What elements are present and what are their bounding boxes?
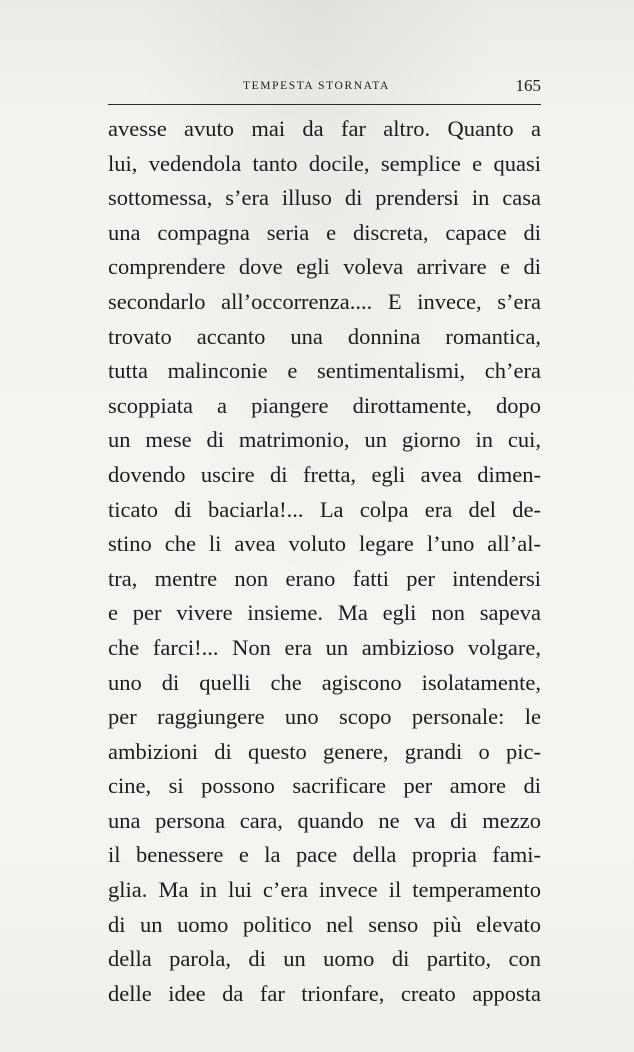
text-line: tra, mentre non erano fatti per intendersi bbox=[108, 565, 541, 591]
text-line: il benessere e la pace della propria fami- bbox=[108, 842, 541, 868]
text-line: che farci!... Non era un ambizioso volgare, bbox=[108, 634, 541, 660]
text-line: delle idee da far trionfare, creato apposta bbox=[108, 980, 541, 1006]
text-line: e per vivere insieme. Ma egli non sapeva bbox=[108, 600, 541, 626]
text-line: sottomessa, s’era illuso di prendersi in casa bbox=[108, 185, 541, 211]
text-line: per raggiungere uno scopo personale: le bbox=[108, 704, 541, 730]
text-line: secondarlo all’occorrenza.... E invece, s’era bbox=[108, 288, 541, 314]
body-text bbox=[108, 112, 541, 1011]
text-line: dovendo uscire di fretta, egli avea dimen- bbox=[108, 461, 541, 487]
text-line: avesse avuto mai da far altro. Quanto a bbox=[108, 116, 541, 141]
text-line: stino che li avea voluto legare l’uno all’al- bbox=[108, 531, 541, 557]
text-line: un mese di matrimonio, un giorno in cui, bbox=[108, 427, 541, 453]
text-line: cine, si possono sacrificare per amore di bbox=[108, 773, 541, 799]
text-line: tutta malinconie e sentimentalismi, ch’era bbox=[108, 358, 541, 384]
text-line: trovato accanto una donnina romantica, bbox=[108, 323, 541, 349]
text-line: una persona cara, quando ne va di mezzo bbox=[108, 807, 541, 833]
text-line: comprendere dove egli voleva arrivare e di bbox=[108, 254, 541, 280]
page-number: 165 bbox=[515, 76, 541, 95]
text-line: della parola, di un uomo di partito, con bbox=[108, 946, 541, 972]
text-line: di un uomo politico nel senso più elevato bbox=[108, 911, 541, 937]
text-line: ambizioni di questo genere, grandi o pic- bbox=[108, 738, 541, 764]
text-line: lui, vedendola tanto docile, semplice e quasi bbox=[108, 150, 541, 176]
text-line: ticato di baciarla!... La colpa era del de- bbox=[108, 496, 541, 522]
page-header bbox=[108, 76, 541, 100]
text-line: glia. Ma in lui c’era invece il temperamento bbox=[108, 877, 541, 903]
text-line: una compagna seria e discreta, capace di bbox=[108, 219, 541, 245]
header-rule bbox=[108, 104, 541, 105]
running-title: TEMPESTA STORNATA bbox=[243, 80, 390, 92]
text-line: uno di quelli che agiscono isolatamente, bbox=[108, 669, 541, 695]
text-line: scoppiata a piangere dirottamente, dopo bbox=[108, 392, 541, 418]
